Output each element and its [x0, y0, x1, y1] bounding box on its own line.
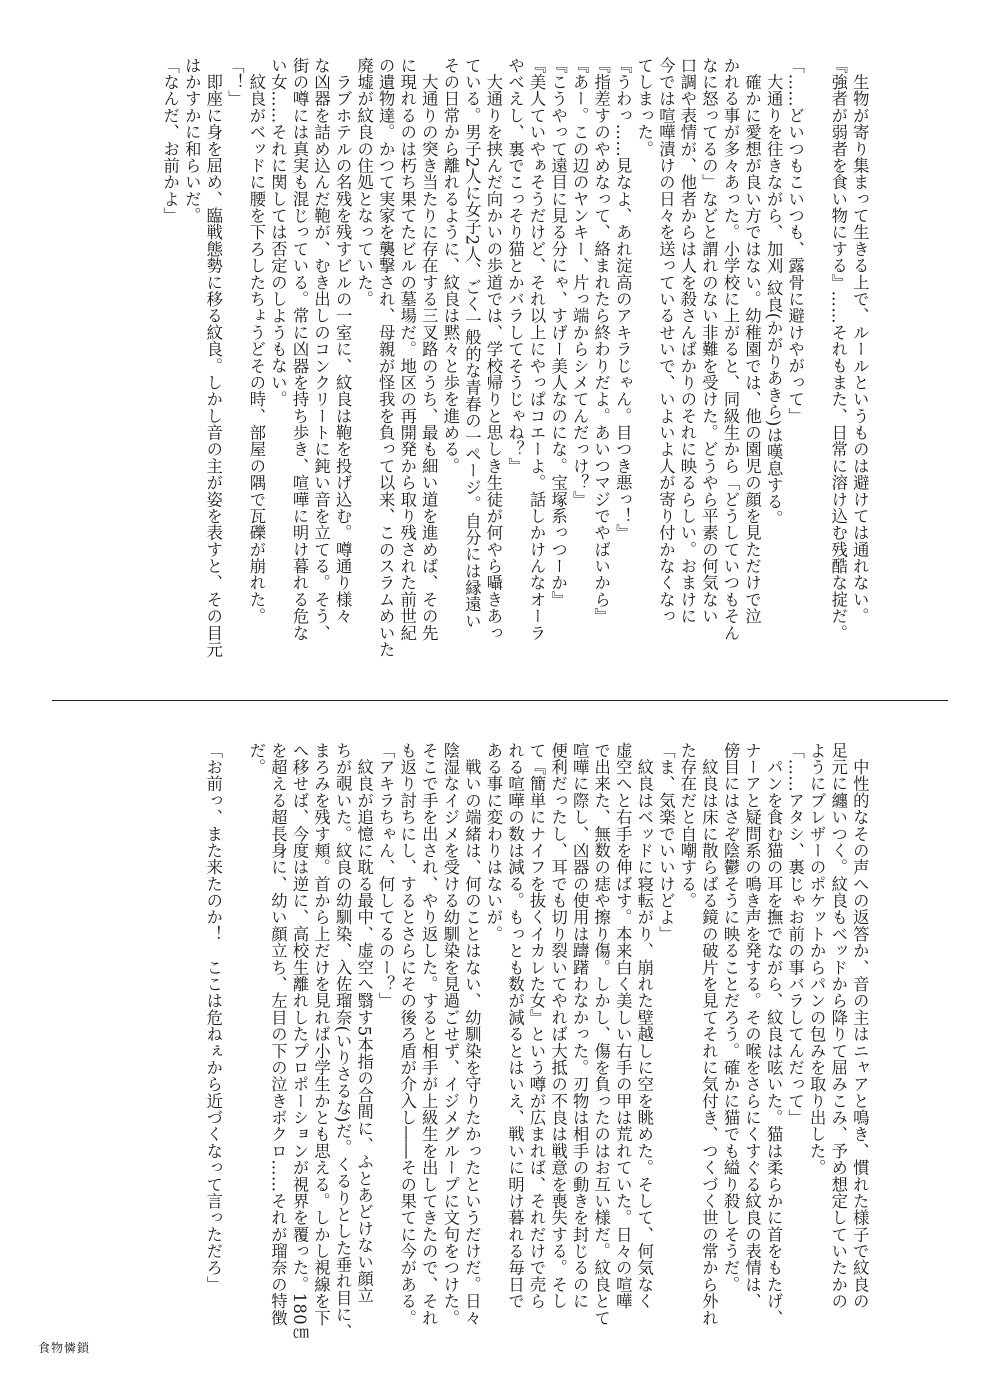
text-column: 生物が寄り集まって生きる上で、ルールというものは避けては通れない。 [850, 57, 870, 625]
text-column: 紋良はベッドに寝転がり、崩れた壁越しに空を眺めた。そして、何気なく [634, 742, 654, 1310]
text-column: 「アキラちゃん、何してるのー？」 [376, 742, 396, 1010]
text-column: かれる事が多々あった。小学校に上がると、同級生から「どうしていつもそん [720, 57, 740, 642]
section-divider [52, 700, 948, 701]
text-column: 「ま、気楽でいいけどよ」 [656, 742, 676, 943]
text-column: はかすかに和らいだ。 [182, 57, 202, 224]
text-column: ちが覗いた。紋良の幼馴染、入佐瑠奈(いりさるな)だ。くるりとした垂れ目に、 [333, 742, 353, 1340]
text-column: 確かに愛想が良い方ではない。幼稚園では、他の園児の顔を見ただけで泣 [742, 57, 762, 625]
text-column: に現れるのは朽ち果てたビルの墓場だ。地区の再開発から取り残された前世紀 [397, 57, 417, 642]
text-column: パンを食む猫の耳を撫でながら、紋良は呟いた。猫は柔らかに首をもたげ、 [764, 742, 784, 1327]
text-column: 「……どいつもこいつも、露骨に避けやがって」 [785, 57, 805, 425]
text-column: 足元に纏いつく。紋良もベッドから降りて屈みこみ、予め想定していたかの [828, 742, 848, 1310]
text-column: ラブホテルの名残を残すビルの一室に、紋良は鞄を投げ込む。噂通り様々 [333, 57, 353, 625]
text-column: 大通りを往きながら、加刈 紋良(かがりあきら)は嘆息する。 [764, 57, 784, 527]
text-column: 紋良は床に散らばる鏡の破片を見てそれに気付き、つくづく世の常から外れ [699, 742, 719, 1327]
text-column: な凶器を詰め込んだ鞄が、むき出しのコンクリートに鈍い音を立てる。そう、 [311, 57, 331, 642]
text-column: 喧嘩に際し、凶器の使用は躊躇わなかった。刃物は相手の動きを封じるのに [570, 742, 590, 1310]
text-column: で出来た、無数の痣や擦り傷。しかし、傷を負ったのはお互い様だ。紋良とて [591, 742, 611, 1327]
text-column: ようにブレザーのポケットからパンの包みを取り出した。 [807, 742, 827, 1176]
text-column: を超える超長身に、幼い顔立ち、左目の下の泣きボクロ……それが瑠奈の特徴 [268, 742, 288, 1327]
text-column: れる喧嘩の数は減る。もっとも数が減るとはいえ、戦いに明け暮れる毎日で [505, 742, 525, 1310]
text-column: 「お前っ、また来たのか！ ここは危ねぇから近づくなって言っただろ」 [203, 742, 223, 1293]
text-column: へ移せば、今度は逆に、高校生離れしたプロポーションが視界を覆った。180㎝ [289, 742, 309, 1342]
text-column: 『こうやって遠目に見る分にゃ、すげー美人なのにな。宝塚系っつーか』 [548, 57, 568, 608]
text-column: ナーアと疑問系の鳴き声を発する。その喉をさらにくすぐる紋良の表情は、 [742, 742, 762, 1310]
text-column: 陰湿なイジメを受ける幼馴染を見過ごせず、イジメグループに文句をつけた。 [440, 742, 460, 1327]
text-column: 『指差すのやめなって、絡まれたら終わりだよ。あいつマジでやばいから』 [591, 57, 611, 625]
text-column: まろみを残す頬。首から上だけを見れば小学生かとも思える。しかし視線を下 [311, 742, 331, 1327]
text-column: 紋良が追憶に耽る最中、虚空へ翳す5本指の合間に、ふとあどけない顔立 [354, 742, 374, 1304]
text-column: 傍目にはさぞ陰鬱そうに映ることだろう。確かに猫でも縊り殺しそうだ。 [720, 742, 740, 1293]
text-column: 『うわっ……見なよ、あれ淀高のアキラじゃん。目つき悪っ！』 [613, 57, 633, 541]
text-column: の遺物達。かつて実家を襲撃され、母親が怪我を負って以来、このスラムめいた [376, 57, 396, 658]
text-column: て『簡単にナイフを抜くイカレた女』という噂が広まれば、それだけで売ら [527, 742, 547, 1310]
text-column: 『あー。この辺のヤンキー、片っ端からシメてんだっけ？』 [570, 57, 590, 508]
text-column: 「……アタシ、裏じゃお前の事バラしてんだって」 [785, 742, 805, 1126]
text-column: 戦いの端緒は、何のことはない、幼馴染を守りたかったというだけだ。日々 [462, 742, 482, 1327]
text-column: 大通りを挟んだ向かいの歩道では、学校帰りと思しき生徒が何やら囁きあっ [483, 57, 503, 642]
text-column: ている。男子2人に女子2人、ごく一般的な青春の一ページ。自分には縁遠い [462, 57, 482, 630]
text-column: 中性的なその声への返答か、音の主はニャアと鳴き、慣れた様子で紋良の [850, 742, 870, 1310]
text-column: も返り討ちにし、するとさらにその後ろ盾が介入し――その果てに今がある。 [397, 742, 417, 1327]
text-column: そこで手を出され、やり返した。すると相手が上級生を出してきたので、それ [419, 742, 439, 1327]
running-footer-title: 食物憐鎖 [38, 1341, 91, 1355]
text-column: 大通りの突き当たりに存在する三叉路のうち、最も細い道を進めば、その先 [419, 57, 439, 642]
text-column: なに怒ってるの」などと謂れのない非難を受けた。どうやら平素の何気ない [699, 57, 719, 625]
text-column: 『強者が弱者を食い物にする』……それもまた、日常に溶け込む残酷な掟だ。 [828, 57, 848, 642]
text-column: 「なんだ、お前かよ」 [160, 57, 180, 224]
text-column: てしまった。 [634, 57, 654, 158]
text-column: 街の噂には真実も混じっている。常に凶器を持ち歩き、喧嘩に明け暮れる危な [289, 57, 309, 642]
text-column: だ。 [246, 742, 266, 776]
text-column: やべえし、裏でこっそり猫とかバラしてそうじゃね？』 [505, 57, 525, 475]
text-column: 廃墟が紋良の住処となっていた。 [354, 57, 374, 308]
text-column: その日常から離れるように、紋良は黙々と歩を進める。 [440, 57, 460, 475]
text-column: い女……それに関しては否定のしようもない。 [268, 57, 288, 408]
text-column: 口調や表情が、他者からは人を殺さんばかりのそれに映るらしい。おまけに [677, 57, 697, 625]
text-column: 便利だったし、耳でも切り裂いてやれば大抵の不良は戦意を喪失する。そし [548, 742, 568, 1310]
text-column: ある事に変わりはないが。 [483, 742, 503, 943]
text-column: 『美人ていやぁそうだけど、それ以上にやっぱコエーよ。話しかけんなオーラ [527, 57, 547, 642]
text-column: 今では喧嘩漬けの日々を送っているせいで、いよいよ人が寄り付かなくなっ [656, 57, 676, 625]
text-column: た存在だと自嘲する。 [677, 742, 697, 909]
text-column: 即座に身を屈め、臨戦態勢に移る紋良。しかし音の主が姿を表すと、その目元 [203, 57, 223, 658]
text-column: 紋良がベッドに腰を下ろしたちょうどその時、部屋の隅で瓦礫が崩れた。 [246, 57, 266, 625]
text-column: 「！」 [225, 57, 245, 108]
text-column: 虚空へと右手を伸ばす。本来白く美しい右手の甲は荒れていた。日々の喧嘩 [613, 742, 633, 1310]
